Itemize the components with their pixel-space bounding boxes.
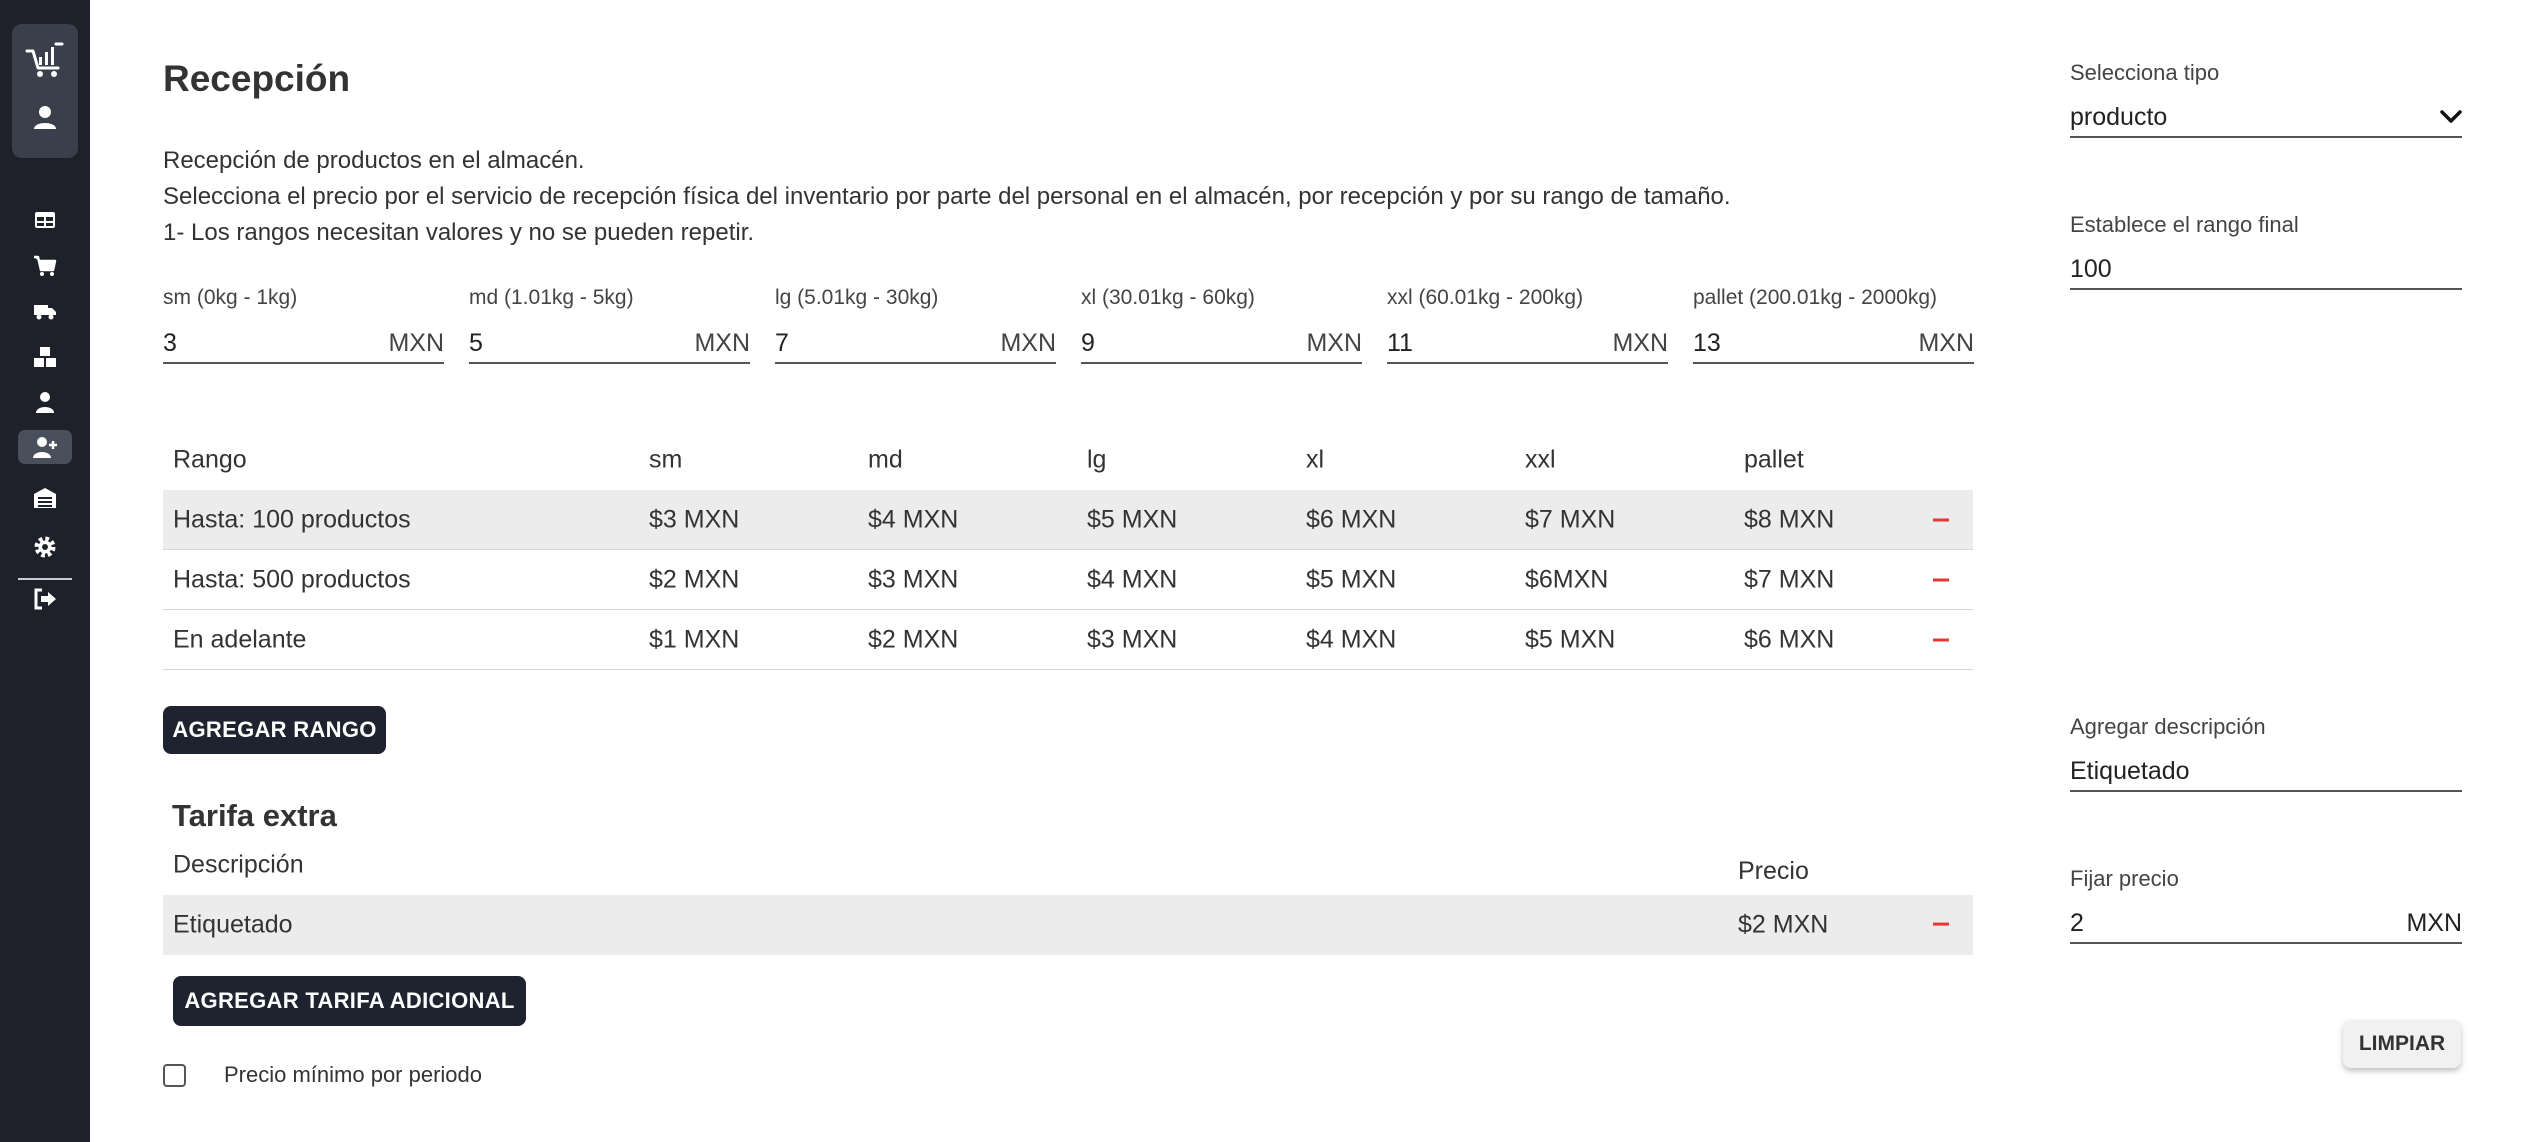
- price-field: [2070, 866, 2462, 944]
- min-price-label: Precio mínimo por periodo: [224, 1062, 483, 1087]
- table-header: [163, 430, 1973, 490]
- table-icon: [33, 208, 57, 232]
- price-cell: $5 MXN: [1087, 505, 1178, 533]
- column-header: Descripción: [173, 850, 304, 879]
- nav-orders[interactable]: [18, 249, 72, 283]
- sign-out-icon: [33, 587, 57, 611]
- size-field-md: [469, 286, 750, 364]
- input-value[interactable]: 7: [775, 328, 789, 357]
- input-value[interactable]: Etiquetado: [2070, 756, 2190, 785]
- nav-dashboard[interactable]: [18, 203, 72, 237]
- clear-button[interactable]: LIMPIAR: [2343, 1020, 2461, 1068]
- column-header: pallet: [1744, 445, 1804, 474]
- extra-fee-table: [163, 835, 1973, 955]
- price-cell: $6 MXN: [1744, 625, 1835, 653]
- input-value[interactable]: 100: [2070, 254, 2112, 283]
- sidebar: [0, 0, 90, 1142]
- description-input[interactable]: [2070, 752, 2462, 792]
- input-value[interactable]: 11: [1387, 328, 1413, 357]
- add-range-button[interactable]: AGREGAR RANGO: [163, 706, 386, 754]
- currency-unit: MXN: [1306, 328, 1362, 357]
- size-price-input[interactable]: [1387, 324, 1668, 364]
- description-label: Agregar descripción: [2070, 714, 2266, 739]
- price-label: Fijar precio: [2070, 866, 2179, 891]
- cart-chart-logo-icon[interactable]: [25, 42, 65, 80]
- size-label: pallet (200.01kg - 2000kg): [1693, 286, 1937, 309]
- price-cell: $1 MXN: [649, 625, 740, 653]
- sidebar-header: [12, 24, 78, 158]
- column-header: Rango: [173, 445, 247, 474]
- gear-icon: [33, 535, 57, 559]
- size-price-input[interactable]: [1693, 324, 1974, 364]
- page-title: Recepción: [163, 58, 351, 99]
- size-label: xxl (60.01kg - 200kg): [1387, 286, 1584, 309]
- size-price-input[interactable]: [775, 324, 1056, 364]
- table-header: [163, 835, 1973, 895]
- price-cell: $8 MXN: [1744, 505, 1835, 533]
- user-icon[interactable]: [32, 104, 58, 130]
- range-cell: En adelante: [173, 625, 307, 653]
- size-label: xl (30.01kg - 60kg): [1081, 286, 1255, 309]
- nav-shipping[interactable]: [18, 294, 72, 328]
- type-select[interactable]: [2070, 98, 2462, 138]
- chevron-down-icon[interactable]: [2440, 110, 2462, 124]
- select-value[interactable]: producto: [2070, 102, 2168, 131]
- nav-users[interactable]: [18, 385, 72, 419]
- price-cell: $3 MXN: [649, 505, 740, 533]
- price-input[interactable]: [2070, 904, 2462, 944]
- intro-text: [163, 143, 1731, 251]
- price-cell: $4 MXN: [868, 505, 959, 533]
- table-row: [163, 550, 1973, 610]
- add-extra-fee-button[interactable]: AGREGAR TARIFA ADICIONAL: [173, 976, 526, 1026]
- size-field-lg: [775, 286, 1056, 364]
- currency-unit: MXN: [1612, 328, 1668, 357]
- size-price-input[interactable]: [1081, 324, 1362, 364]
- price-cell: $4 MXN: [1087, 565, 1178, 593]
- intro-line: Selecciona el precio por el servicio de recepción física del inventario por parte del personal en el almacén, por recepción y por su rango de tamaño.: [163, 183, 1731, 210]
- price-cell: $5 MXN: [1525, 625, 1616, 653]
- range-end-input[interactable]: [2070, 250, 2462, 290]
- column-header: xxl: [1525, 445, 1556, 474]
- remove-row-icon[interactable]: [1933, 518, 1949, 521]
- column-header: Precio: [1738, 857, 1809, 885]
- user-plus-icon: [33, 435, 57, 459]
- nav-logout[interactable]: [18, 582, 72, 616]
- nav-settings[interactable]: [18, 530, 72, 564]
- size-field-xl: [1081, 286, 1362, 364]
- column-header: md: [868, 445, 903, 474]
- input-value[interactable]: 5: [469, 328, 483, 357]
- cart-icon: [33, 254, 57, 278]
- size-field-pallet: [1693, 286, 1974, 364]
- type-select-field: [2070, 60, 2462, 138]
- price-cell: $2 MXN: [868, 625, 959, 653]
- price-cell: $7 MXN: [1525, 505, 1616, 533]
- range-cell: Hasta: 100 productos: [173, 505, 411, 533]
- input-value[interactable]: 2: [2070, 908, 2084, 937]
- extra-fee-title: Tarifa extra: [172, 798, 337, 833]
- remove-row-icon[interactable]: [1933, 638, 1949, 641]
- currency-unit: MXN: [2406, 908, 2462, 937]
- warehouse-icon: [33, 486, 57, 510]
- size-field-xxl: [1387, 286, 1668, 364]
- nav-warehouse[interactable]: [18, 481, 72, 515]
- description-field: [2070, 714, 2462, 792]
- currency-unit: MXN: [694, 328, 750, 357]
- min-price-checkbox[interactable]: [163, 1064, 186, 1087]
- price-cell: $2 MXN: [1738, 910, 1829, 939]
- range-end-label: Establece el rango final: [2070, 212, 2299, 237]
- table-row: [163, 610, 1973, 670]
- input-value[interactable]: 13: [1693, 328, 1721, 357]
- price-cell: $5 MXN: [1306, 565, 1397, 593]
- size-price-input[interactable]: [469, 324, 750, 364]
- type-select-label: Selecciona tipo: [2070, 60, 2220, 85]
- price-cell: $6 MXN: [1306, 505, 1397, 533]
- nav-inventory[interactable]: [18, 340, 72, 374]
- size-label: md (1.01kg - 5kg): [469, 286, 634, 309]
- nav-add-user[interactable]: [18, 430, 72, 464]
- column-header: lg: [1087, 445, 1107, 474]
- price-cell: $7 MXN: [1744, 565, 1835, 593]
- size-price-input[interactable]: [163, 324, 444, 364]
- sidebar-divider: [18, 578, 72, 580]
- size-field-sm: [163, 286, 444, 364]
- price-cell: $2 MXN: [649, 565, 740, 593]
- user-icon: [33, 390, 57, 414]
- intro-line: Recepción de productos en el almacén.: [163, 147, 585, 174]
- price-cell: $3 MXN: [1087, 625, 1178, 653]
- description-cell: Etiquetado: [173, 910, 293, 939]
- min-price-option: [163, 1062, 482, 1088]
- currency-unit: MXN: [388, 328, 444, 357]
- range-cell: Hasta: 500 productos: [173, 565, 411, 593]
- remove-row-icon[interactable]: [1933, 923, 1949, 926]
- range-end-field: [2070, 212, 2462, 290]
- currency-unit: MXN: [1918, 328, 1974, 357]
- input-value[interactable]: 9: [1081, 328, 1095, 357]
- remove-row-icon[interactable]: [1933, 578, 1949, 581]
- column-header: xl: [1306, 445, 1325, 474]
- currency-unit: MXN: [1000, 328, 1056, 357]
- table-row: [163, 490, 1973, 550]
- boxes-icon: [33, 345, 57, 369]
- price-cell: $4 MXN: [1306, 625, 1397, 653]
- table-row: [163, 895, 1973, 955]
- size-label: sm (0kg - 1kg): [163, 286, 298, 309]
- input-value[interactable]: 3: [163, 328, 177, 357]
- truck-icon: [33, 299, 57, 323]
- rates-table: [163, 430, 1973, 670]
- price-cell: $3 MXN: [868, 565, 959, 593]
- size-label: lg (5.01kg - 30kg): [775, 286, 939, 309]
- price-cell: $6MXN: [1525, 565, 1609, 593]
- column-header: sm: [649, 445, 683, 474]
- intro-line: 1- Los rangos necesitan valores y no se pueden repetir.: [163, 219, 755, 246]
